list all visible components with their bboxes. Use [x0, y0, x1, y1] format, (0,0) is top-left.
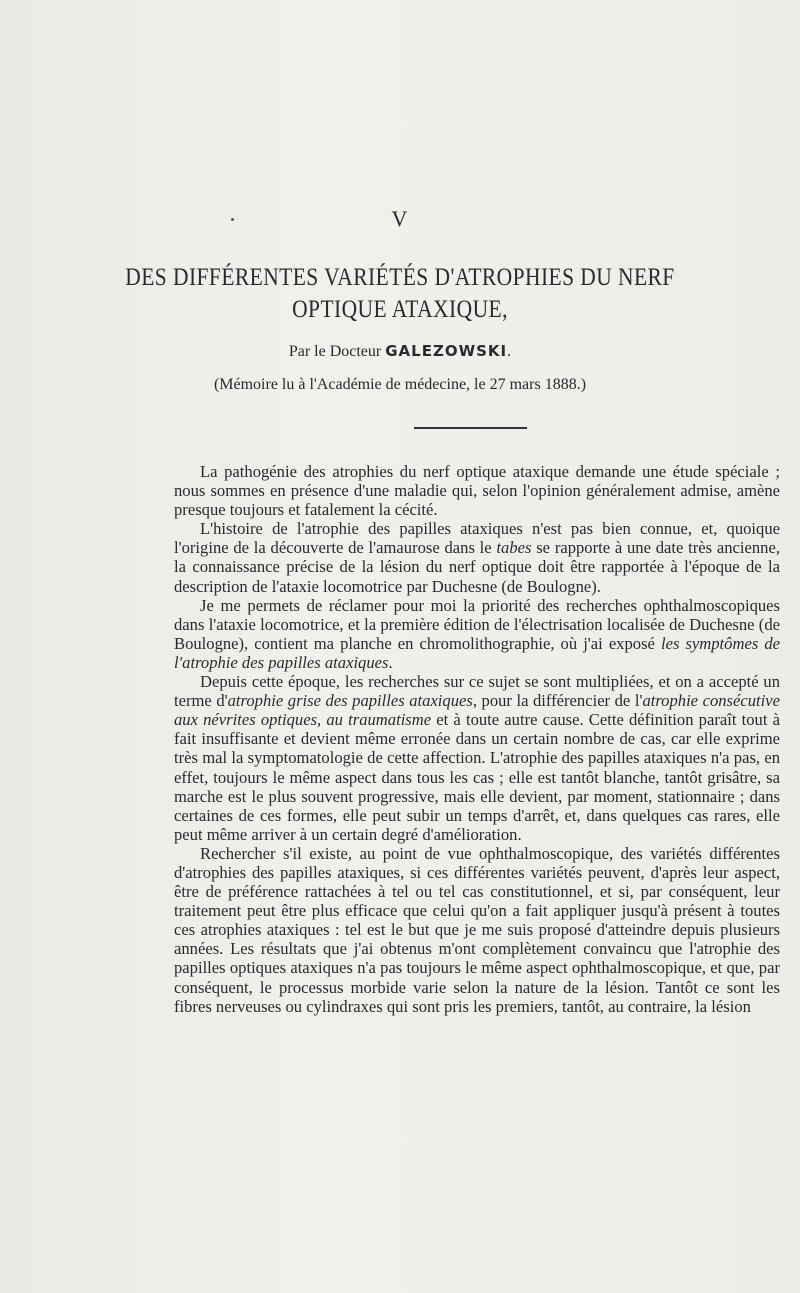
text-run: , pour la différencier de l' — [472, 691, 643, 711]
author-name: GALEZOWSKI — [385, 342, 508, 360]
memoire-note: (Mémoire lu à l'Académie de médecine, le 27 mars 1888.) — [213, 376, 587, 393]
body-paragraph — [174, 596, 780, 672]
text-run: Depuis cette époque, les recherches sur ce sujet se sont multipliées, et on a accepté un terme d' — [174, 672, 780, 711]
body-paragraph — [174, 844, 780, 1016]
text-run: Je me permets de réclamer pour moi la priorité des recherches ophthalmoscopiques dans l'ataxie locomotrice, et la première édition de l'électrisation localisée de Duchesne (de Boulogne), contient ma planche en chromolithographie, où j'ai exposé — [174, 595, 780, 653]
text-run: . — [388, 652, 393, 672]
text-run: se rapporte à une date très ancienne, la connaissance précise de la lésion du nerf optique doit être rapportée à l'époque de la description de l'ataxie locomotrice par Duchesne (de Boulogne). — [174, 538, 780, 596]
article-body — [174, 462, 780, 1016]
body-paragraph — [174, 519, 780, 595]
byline — [0, 342, 800, 361]
italic-run: atrophie consécutive aux névrites optiques, au traumatisme — [174, 691, 780, 730]
article-title-line-1: DES DIFFÉRENTES VARIÉTÉS D'ATROPHIES DU NERF — [125, 264, 675, 291]
italic-run: tabes — [496, 538, 532, 558]
body-paragraph — [174, 462, 780, 519]
text-run: Rechercher s'il existe, au point de vue ophthalmoscopique, des variétés différentes d'atrophies des papilles ataxiques, si ces différentes variétés peuvent, d'après leur aspect, être de préférence rattachées à tel ou tel cas constitutionnel, et si, par conséquent, leur traitement peut être plus efficace que celui qu'on a fait appliquer jusqu'à présent à toutes ces atrophies ataxiques : tel est le but que je me suis proposé d'atteindre depuis plusieurs années. Les résultats que j'ai obtenus m'ont complètement convaincu que l'atrophie des papilles optiques ataxiques n'a pas toujours le même aspect ophthalmoscopique, et que, par conséquent, le processus morbide varie selon la nature de la lésion. Tantôt ce sont les fibres nerveuses ou cylindraxes qui sont pris les premiers, tantôt, au contraire, la lésion — [174, 843, 780, 1016]
chapter-number: V — [391, 206, 409, 231]
byline-suffix: . — [507, 343, 512, 360]
article-title — [56, 262, 744, 326]
text-run: L'histoire de l'atrophie des papilles ataxiques n'est pas bien connue, et, quoique l'origine de la découverte de l'amaurose dans le — [174, 519, 780, 558]
body-paragraph — [174, 672, 780, 844]
italic-run: les symptômes de l'atrophie des papilles ataxiques — [174, 633, 780, 672]
text-run: et à toute autre cause. Cette définition paraît tout à fait insuffisante et devient même erronée dans un certain nombre de cas, car elle exprime très mal la symptomatologie de cette affection. L'atrophie des papilles ataxiques n'a pas, en effet, toujours le même aspect dans tous les cas ; elle est tantôt blanche, tantôt grisâtre, sa marche est le plus souvent progressive, mais elle devient, par moment, stationnaire ; dans certaines de ces formes, elle peut subir un temps d'arrêt, et, dans quelques cas rares, elle peut même arriver à un certain degré d'amélioration. — [174, 710, 780, 844]
italic-run: atrophie grise des papilles ataxiques — [227, 691, 473, 711]
text-run: La pathogénie des atrophies du nerf optique ataxique demande une étude spéciale ; nous sommes en présence d'une maladie qui, selon l'opinion généralement admise, amène presque toujours et fatalement la cécité. — [174, 462, 780, 520]
section-rule — [414, 427, 527, 429]
article-title-line-2: OPTIQUE ATAXIQUE, — [292, 296, 508, 323]
byline-prefix: Par le Docteur — [288, 343, 386, 360]
